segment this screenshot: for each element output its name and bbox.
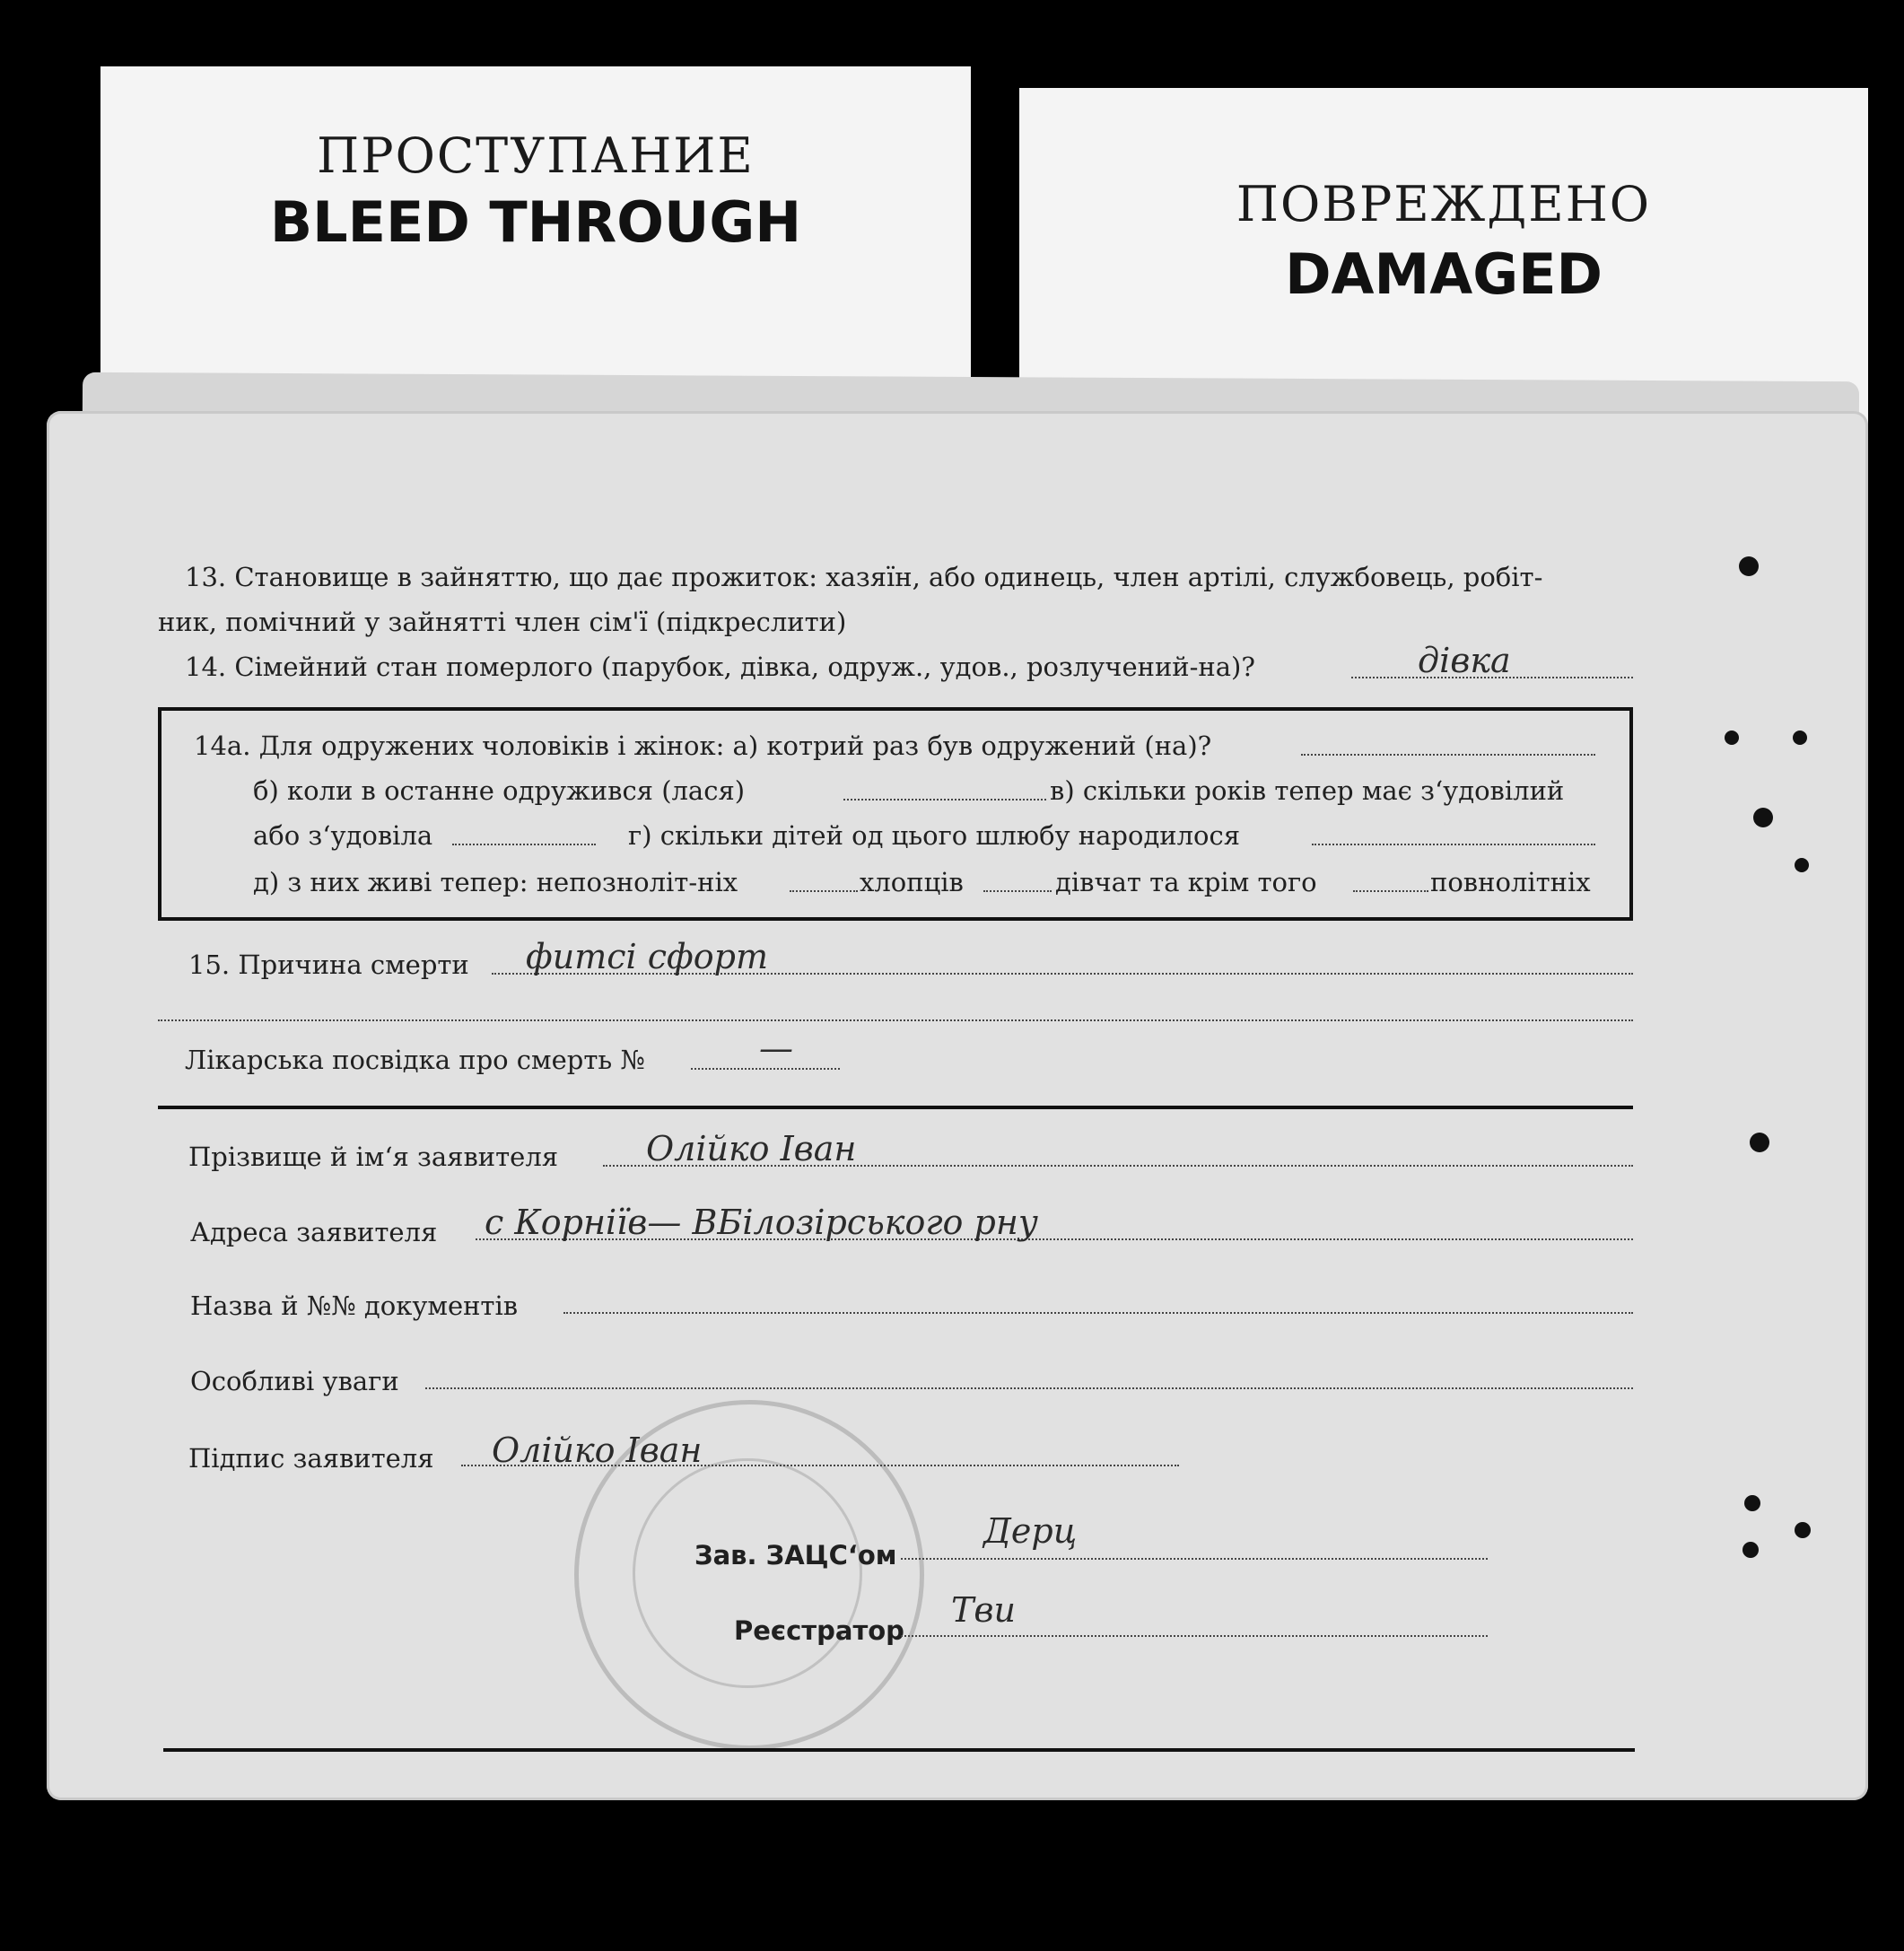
punch-hole bbox=[1725, 731, 1739, 745]
punch-hole bbox=[1795, 858, 1809, 872]
item-13-line-1: 13. Становище в зайняттю, що дає прожиток: хазяїн, або одинець, член артілі, службовець, робіт- bbox=[185, 562, 1543, 592]
punch-hole bbox=[1739, 556, 1759, 576]
item-14a-dotline-4c bbox=[1353, 890, 1428, 892]
section-divider bbox=[158, 1106, 1633, 1109]
punch-hole bbox=[1744, 1495, 1760, 1511]
damaged-en: DAMAGED bbox=[1285, 241, 1603, 307]
item-15-dotline-2 bbox=[158, 1019, 1633, 1021]
item-15-label: 15. Причина смерти bbox=[188, 949, 469, 980]
item-14a-line-4c: дівчат та крім того bbox=[1055, 867, 1317, 897]
punch-hole bbox=[1742, 1542, 1759, 1558]
bottom-rule bbox=[163, 1748, 1635, 1752]
punch-hole bbox=[1795, 1522, 1811, 1538]
official-stamp-inner-ring bbox=[633, 1458, 862, 1688]
punch-hole bbox=[1793, 731, 1807, 745]
punch-hole bbox=[1750, 1133, 1769, 1152]
item-14a-dotline-2 bbox=[843, 799, 1046, 801]
item-15-value: фитсі сфорт bbox=[526, 937, 769, 976]
punch-hole bbox=[1753, 808, 1773, 827]
item-14-label: 14. Сімейний стан померлого (парубок, дівка, одруж., удов., розлучений-на)? bbox=[185, 652, 1255, 682]
item-14a-line-2a: б) коли в останне одружився (лася) bbox=[253, 775, 746, 806]
head-signature: Дерц bbox=[983, 1511, 1078, 1551]
documents-dotline bbox=[563, 1312, 1633, 1314]
applicant-signature-value: Олійко Іван bbox=[492, 1430, 703, 1470]
medical-certificate-value: — bbox=[759, 1028, 793, 1068]
item-14a-line-4b: хлопців bbox=[860, 867, 964, 897]
item-14a-line-4d: повнолітніх bbox=[1430, 867, 1591, 897]
remarks-dotline bbox=[425, 1387, 1633, 1389]
remarks-label: Особливі уваги bbox=[190, 1366, 399, 1396]
head-dotline bbox=[901, 1558, 1488, 1560]
registrar-signature: Тви bbox=[951, 1590, 1016, 1630]
item-14a-dotline-3b bbox=[1312, 844, 1595, 845]
medical-certificate-label: Лікарська посвідка про смерть № bbox=[185, 1045, 645, 1075]
medical-certificate-dotline bbox=[691, 1068, 840, 1070]
item-14a-dotline-4b bbox=[983, 890, 1052, 892]
applicant-name-label: Прізвище й ім‘я заявителя bbox=[188, 1142, 559, 1172]
item-14-value: дівка bbox=[1418, 641, 1511, 680]
applicant-signature-label: Підпис заявителя bbox=[188, 1443, 434, 1474]
item-14a-dotline-4a bbox=[790, 890, 858, 892]
item-13-line-2: ник, помічний у зайнятті член сім'ї (підкреслити) bbox=[158, 607, 847, 637]
item-14a-line-3a: або з‘удовіла bbox=[253, 820, 433, 851]
applicant-name-value: Олійко Іван bbox=[646, 1129, 857, 1168]
applicant-address-value: с Корніїв— ВБілозірського рну bbox=[485, 1203, 1038, 1242]
applicant-address-label: Адреса заявителя bbox=[190, 1217, 438, 1247]
bleed-through-ru: ПРОСТУПАНИЕ bbox=[317, 127, 755, 184]
bleed-through-en: BLEED THROUGH bbox=[269, 189, 802, 255]
item-14a-line-4a: д) з них живі тепер: непозноліт-ніх bbox=[253, 867, 738, 897]
item-14a-dotline-3a bbox=[452, 844, 596, 845]
item-14a-line-3b: г) скільки дітей од цього шлюбу народилося bbox=[628, 820, 1241, 851]
damaged-ru: ПОВРЕЖДЕНО bbox=[1236, 176, 1652, 232]
item-14a-dotline-1 bbox=[1301, 754, 1595, 756]
registrar-label: Реєстратор bbox=[734, 1615, 904, 1646]
head-label: Зав. ЗАЦС‘ом bbox=[694, 1540, 897, 1570]
documents-label: Назва й №№ документів bbox=[190, 1290, 519, 1321]
item-14a-line-1: 14а. Для одружених чоловіків і жінок: а) котрий раз був одружений (на)? bbox=[194, 731, 1212, 761]
item-14a-line-2b: в) скільки років тепер має з‘удовілий bbox=[1050, 775, 1565, 806]
registrar-dotline bbox=[901, 1635, 1488, 1637]
